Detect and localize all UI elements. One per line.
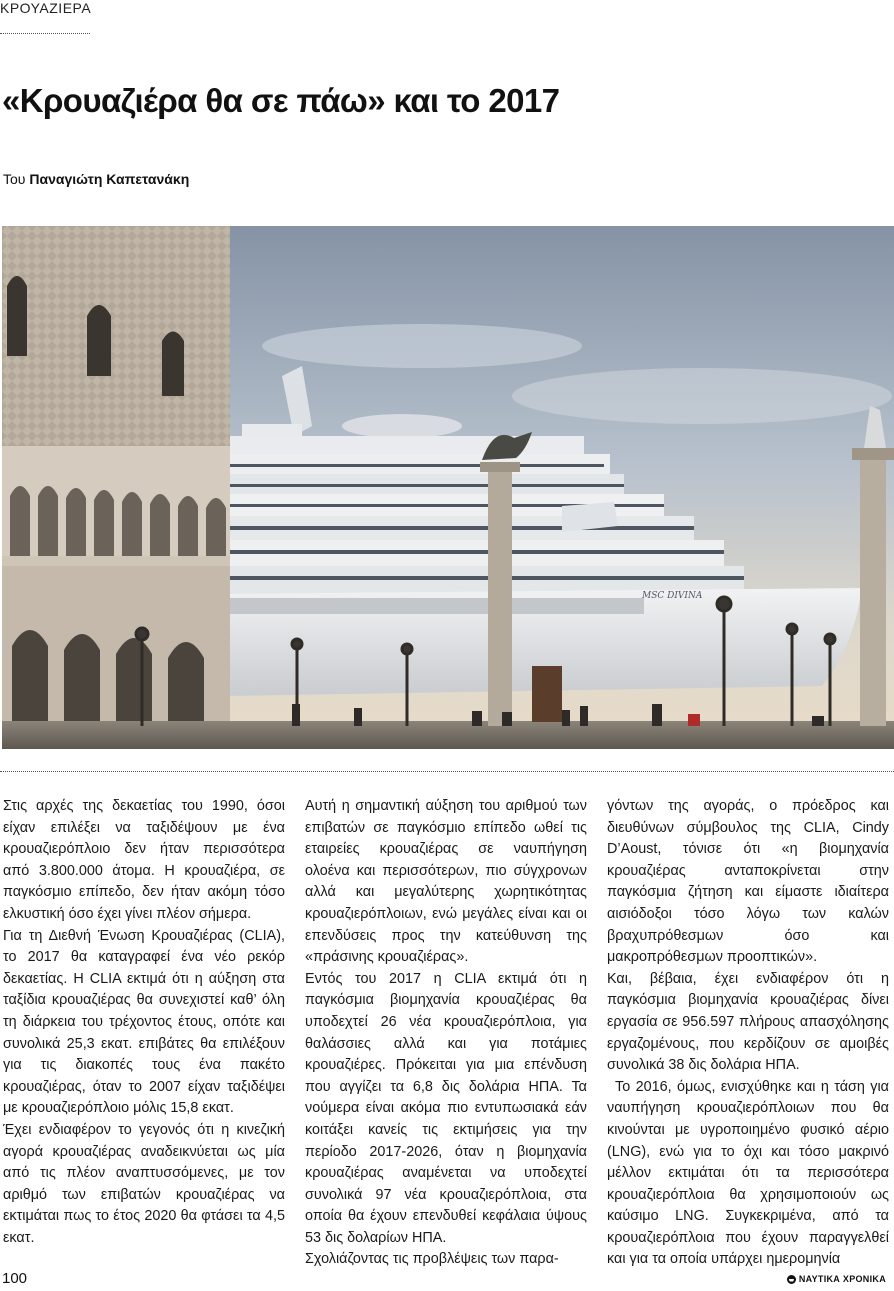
paragraph: Έχει ενδιαφέρον το γεγονός ότι η κινεζική αγορά κρουαζιέρας αναδεικνύεται ως μία από τις πλέον αναπτυσσόμενες, με τον αριθμό των επιβατών κρουαζιέρας να εκτιμάται πως το έτος 2020 θα φτάσει τα 4,5 εκατ. — [3, 1121, 285, 1246]
paragraph: Αυτή η σημαντική αύξηση του αριθμού των επιβατών σε παγκόσμιο επίπεδο ωθεί τις εταιρείες κρουαζιέρας σε ναυπήγηση ολοένα και περισσότερων, πιο σύγχρονων αλλά και μεγαλύτερης χωρητικότητας κρουαζιερόπλοιων, ενώ μεγάλες είναι και οι επενδύσεις προς την κατεύθυνση της «πράσινης κρουαζιέρας». — [305, 798, 587, 966]
paragraph: Για τη Διεθνή Ένωση Κρουαζιέρας (CLIA), το 2017 θα καταγραφεί ένα νέο ρεκόρ δεκαετίας. Η CLIA εκτιμά ότι η αύξηση στα ταξίδια κρουαζιέρας θα συνεχιστεί καθ’ όλη τη διάρκεια του τρέχοντος έτους, οπότε και συνολικά 25,3 εκατ. επιβάτες θα επιλέξουν για τις διακοπές τους ένα πακέτο κρουαζιέρας, όταν το 2007 είχαν ταξιδέψει με κρουαζιερόπλοιο μόλις 15,8 εκατ. — [3, 927, 285, 1117]
author-name: Παναγιώτη Καπετανάκη — [29, 171, 190, 187]
mid-dotted-rule — [0, 771, 894, 772]
paragraph: Στις αρχές της δεκαετίας του 1990, όσοι είχαν επιλέξει να ταξιδέψουν με ένα κρουαζιερόπλοιο δεν ήταν περισσότερα από 3.800.000 άτομα. Η κρουαζιέρα, σε παγκόσμιο επίπεδο, δεν ήταν ακόμη τόσο ελκυστική όσο έχει γίνει πλέον σήμερα. — [3, 798, 285, 922]
cloud — [342, 414, 462, 438]
brand-logo-icon — [787, 1275, 796, 1284]
byline — [3, 171, 189, 187]
paragraph: Σχολιάζοντας τις προβλέψεις των παρα- — [305, 1251, 559, 1268]
piazzetta-ground — [2, 721, 894, 749]
doges-palace — [2, 226, 230, 749]
section-label: ΚΡΟΥΑΖΙΕΡΑ — [0, 0, 92, 16]
article-column-1 — [3, 796, 285, 1249]
kiosk — [532, 666, 562, 722]
article-column-2 — [305, 796, 587, 1271]
paragraph: Το 2016, όμως, ενισχύθηκε και η τάση για ναυπήγηση κρουαζιερόπλοιων που θα κινούνται με υγροποιημένο φυσικό αέριο (LNG), ενώ για το όχι και τόσο μακρινό μέλλον εκτιμάται ότι τα περισσότερα κρουαζιερόπλοια θα χρησιμοποιούν ως καύσιμο LNG. Συγκεκριμένα, από τα κρουαζιερόπλοια που έχουν παραγγελθεί και για τα οποία υπάρχει ημερομηνία — [607, 1078, 889, 1268]
article-column-3 — [607, 796, 889, 1271]
top-dotted-rule — [0, 33, 90, 34]
brand-name: ΝΑΥΤΙΚΑ ΧΡΟΝΙΚΑ — [798, 1274, 886, 1284]
article-title: «Κρουαζιέρα θα σε πάω» και το 2017 — [2, 82, 560, 119]
cloud — [512, 368, 892, 424]
page-number: 100 — [2, 1270, 28, 1287]
publication-brand — [787, 1274, 886, 1284]
byline-prefix: Του — [3, 171, 30, 187]
article-photo — [2, 226, 894, 749]
paragraph: γόντων της αγοράς, ο πρόεδρος και διευθύνων σύμβουλος της CLIA, Cindy D’Aoust, τόνισε ότι «η βιομηχανία κρουαζιέρας ανταποκρίνεται στην παγκόσμια ζήτηση και είμαστε ιδιαίτερα αισιόδοξοι τόσο λόγω των καλών βραχυπρόθεσμων όσο και μακροπρόθεσμων προοπτικών». — [607, 798, 889, 966]
paragraph: Και, βέβαια, έχει ενδιαφέρον ότι η παγκόσμια βιομηχανία κρουαζιέρας δίνει εργασία σε 956.597 πλήρους απασχόλησης εργαζομένους, που κερδίζουν σε αμοιβές συνολικά 38 δις δολάρια ΗΠΑ. — [607, 970, 889, 1074]
paragraph: Εντός του 2017 η CLIA εκτιμά ότι η παγκόσμια βιομηχανία κρουαζιέρας θα υποδεχτεί 26 νέα κρουαζιερόπλοια, για θαλάσσιες αλλά και για ποτάμιες κρουαζιέρες. Πρόκειται για μια επένδυση που αγγίζει τα 6,8 δις δολάρια ΗΠΑ. Τα νούμερα είναι ακόμα πιο εντυπωσιακά εάν κοιτάξει κανείς τις εκτιμήσεις για την περίοδο 2017-2026, όταν η βιομηχανία κρουαζιέρας αναμένεται να υποδεχτεί συνολικά 97 νέα κρουαζιερόπλοια, στα οποία θα έχουν επενδυθεί κεφάλαια ύψους 53 δις δολαρίων ΗΠΑ. — [305, 970, 587, 1246]
cloud — [262, 324, 582, 368]
venice-cruise-ship-illustration — [2, 226, 894, 749]
ship-name: MSC DIVINA — [642, 591, 703, 601]
